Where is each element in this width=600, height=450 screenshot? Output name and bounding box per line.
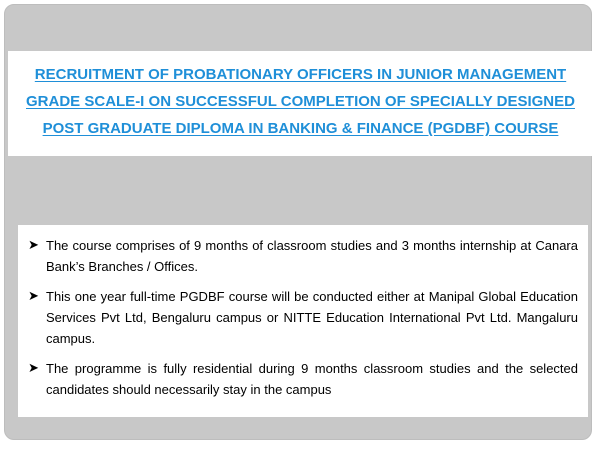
list-item	[28, 235, 578, 277]
heading-line-2: GRADE SCALE-I ON SUCCESSFUL COMPLETION OF SPECIALLY DESIGNED	[26, 93, 575, 110]
bullet-list	[18, 225, 588, 417]
list-item	[28, 286, 578, 349]
bullet-text: The course comprises of 9 months of classroom studies and 3 months internship at Canara Bank’s Branches / Offices.	[46, 238, 578, 274]
arrow-bullet-icon: ➤	[28, 238, 39, 253]
heading-line-1: RECRUITMENT OF PROBATIONARY OFFICERS IN JUNIOR MANAGEMENT	[34, 66, 567, 83]
arrow-bullet-icon: ➤	[28, 361, 39, 376]
bullet-text: This one year full-time PGDBF course will be conducted either at Manipal Global Education Services Pvt Ltd, Bengaluru campus or NITTE Education International Pvt Ltd. Mangaluru campus.	[46, 289, 578, 346]
heading-line-3: POST GRADUATE DIPLOMA IN BANKING & FINANCE (PGDBF) COURSE	[42, 120, 559, 137]
title-box	[8, 51, 593, 156]
bullet-text: The programme is fully residential during 9 months classroom studies and the selected candidates should necessarily stay in the campus	[46, 361, 578, 397]
list-item	[28, 358, 578, 400]
arrow-bullet-icon: ➤	[28, 289, 39, 304]
